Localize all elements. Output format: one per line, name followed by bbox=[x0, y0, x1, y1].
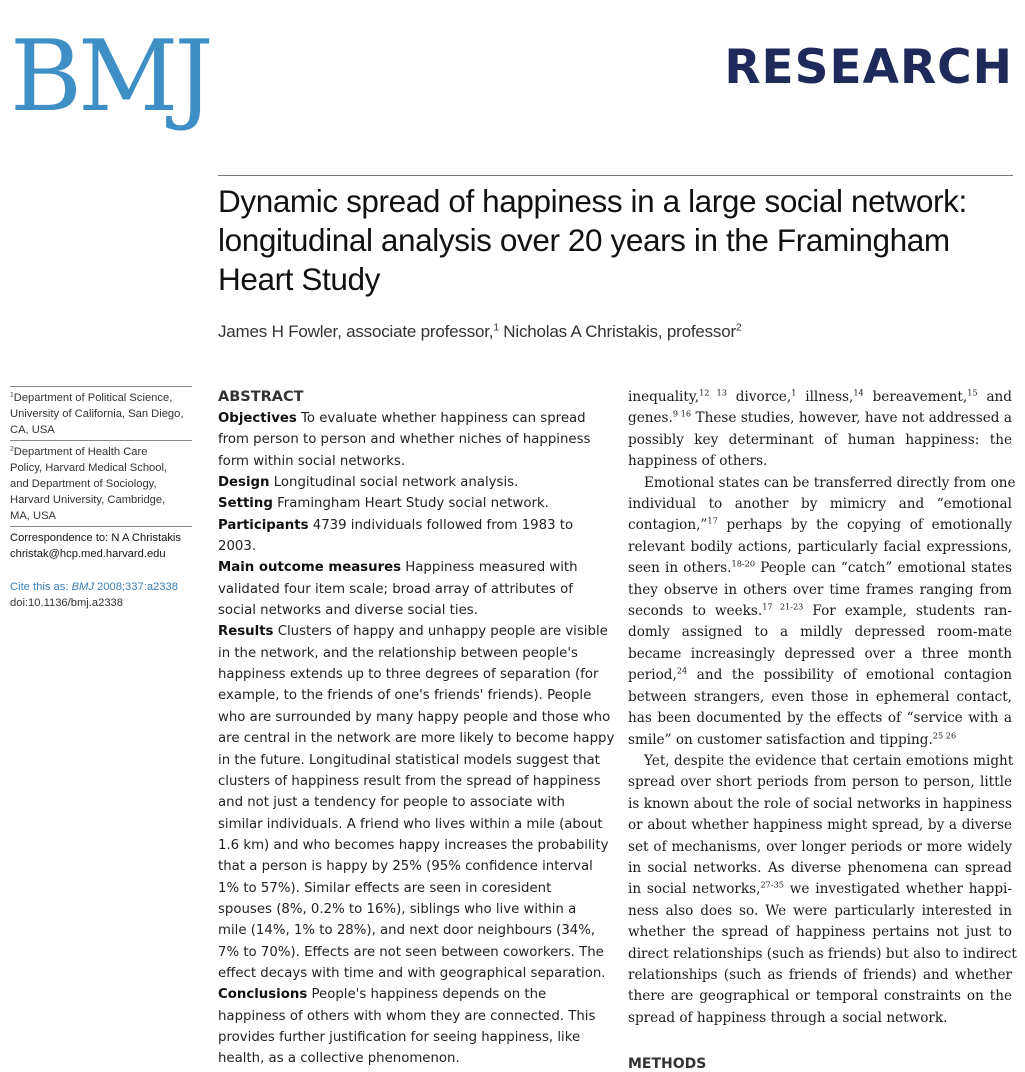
body-text-run: direct relationships (such as friends) but also to indirect bbox=[628, 945, 1017, 962]
sidebar bbox=[10, 386, 192, 611]
author-list bbox=[218, 322, 741, 342]
citation-marker: 12 13 bbox=[699, 387, 727, 398]
citation-marker: 25 26 bbox=[932, 729, 957, 740]
correspondence-name: Correspondence to: N A Christakis bbox=[10, 532, 182, 544]
body-text-run: period, bbox=[628, 667, 677, 684]
body-text-run: People can “catch” emotional states bbox=[755, 560, 1013, 577]
affiliation-marker: 1 bbox=[10, 391, 14, 399]
body-line bbox=[628, 708, 1012, 729]
body-text-run: spread of happiness through a social network. bbox=[628, 1009, 948, 1026]
section-label-participants: Participants bbox=[218, 517, 309, 533]
body-paragraph bbox=[628, 387, 1012, 473]
affiliation-line: CA, USA bbox=[10, 424, 55, 436]
title-line: Dynamic spread of happiness in a large social network: bbox=[218, 183, 967, 219]
abstract-line: mile (14%, 1% to 28%), and next door neighbours (34%, bbox=[218, 923, 596, 939]
body-line bbox=[628, 473, 1016, 494]
abstract-line bbox=[218, 408, 606, 429]
abstract-conclusions bbox=[218, 984, 606, 1069]
body-line bbox=[628, 580, 1012, 601]
section-label: RESEARCH bbox=[724, 40, 1013, 95]
body-text-run: whether the spread of happiness pertains not just to bbox=[628, 924, 1012, 941]
body-line bbox=[628, 837, 1012, 858]
body-line bbox=[628, 922, 1012, 943]
abstract-line: social networks and diverse social ties. bbox=[218, 603, 478, 619]
author-name: Nicholas A Christakis, professor bbox=[498, 322, 736, 341]
abstract-line: effect decays with time and with geographical separation. bbox=[218, 965, 606, 981]
body-text-run: These studies, however, have not addressed a bbox=[691, 410, 1012, 427]
affiliation-line: and Department of Sociology, bbox=[10, 478, 157, 490]
abstract-text: To evaluate whether happiness can spread bbox=[296, 411, 586, 426]
body-line bbox=[628, 986, 1012, 1007]
body-line bbox=[628, 687, 1012, 708]
body-text-run: divorce, bbox=[726, 389, 792, 405]
abstract-heading: ABSTRACT bbox=[218, 389, 304, 405]
body-paragraph bbox=[628, 751, 1017, 1029]
body-line bbox=[628, 794, 1012, 815]
body-text-run: in social networks, bbox=[628, 881, 761, 898]
body-text bbox=[628, 387, 1017, 1029]
body-text-run: between strangers, even those in ephemeral contact, bbox=[628, 688, 1012, 705]
abstract-objectives bbox=[218, 408, 606, 472]
abstract-line bbox=[218, 621, 606, 642]
abstract-line: in the network, and the relationship between people's bbox=[218, 645, 578, 661]
abstract-line: in the future. Longitudinal statistical models suggest that bbox=[218, 752, 600, 768]
abstract-line bbox=[218, 515, 606, 536]
abstract-line: health, as a collective phenomenon. bbox=[218, 1051, 460, 1067]
body-text-run: became increasingly depressed over a three month bbox=[628, 645, 1012, 662]
body-text-run: domly assigned to a mildly depressed room-mate bbox=[628, 624, 1012, 641]
correspondence-email[interactable]: christak@hcp.med.harvard.edu bbox=[10, 548, 166, 560]
abstract-line: from person to person and whether niches of happiness bbox=[218, 432, 591, 448]
abstract-line: and not just a tendency for people to associate with bbox=[218, 795, 565, 811]
body-line bbox=[628, 944, 1017, 965]
body-text-run: inequality, bbox=[628, 389, 700, 405]
abstract bbox=[218, 387, 615, 1070]
body-text-run: smile” on customer satisfaction and tipping. bbox=[628, 731, 933, 748]
abstract-line: form within social networks. bbox=[218, 453, 406, 469]
body-line bbox=[628, 515, 1012, 536]
affiliation-text: Department of Health Care bbox=[13, 446, 148, 458]
body-line bbox=[628, 494, 1012, 515]
citation-marker: 18-20 bbox=[731, 558, 756, 569]
section-label-outcome: Main outcome measures bbox=[218, 560, 402, 576]
abstract-text: Longitudinal social network analysis. bbox=[269, 475, 519, 491]
citation-marker: 14 bbox=[853, 387, 864, 398]
body-text-run: possibly key determinant of human happiness: the bbox=[628, 431, 1012, 448]
journal-logo: BMJ bbox=[10, 20, 210, 134]
body-line bbox=[628, 730, 1012, 751]
affiliation-marker: 2 bbox=[10, 445, 14, 453]
body-paragraph bbox=[628, 473, 1016, 751]
body-text-run: seconds to weeks. bbox=[628, 603, 763, 620]
body-text-run: Yet, despite the evidence that certain emotions might bbox=[644, 752, 1014, 769]
title-line: Heart Study bbox=[218, 261, 380, 297]
abstract-line: that a person is happy by 25% (95% confidence interval bbox=[218, 859, 593, 875]
abstract-design bbox=[218, 472, 606, 493]
body-line bbox=[628, 387, 1012, 408]
abstract-line bbox=[218, 472, 606, 493]
affiliation-marker: 1 bbox=[493, 322, 499, 334]
header-rule bbox=[218, 175, 1013, 176]
abstract-line: spouses (8%, 0.2% to 16%), siblings who live within a bbox=[218, 901, 577, 917]
body-text-run: has been documented by the effects of “service with a bbox=[628, 710, 1012, 727]
correspondence bbox=[10, 526, 192, 562]
citation-marker: 17 bbox=[707, 515, 718, 526]
body-line bbox=[628, 665, 1012, 686]
abstract-line: 1.6 km) and who becomes happy increases the probability bbox=[218, 837, 609, 853]
abstract-line bbox=[218, 984, 606, 1005]
affiliation-line bbox=[10, 444, 192, 460]
abstract-line: provides further justification for seeing happiness, like bbox=[218, 1029, 581, 1045]
title-line: longitudinal analysis over 20 years in the Framingham bbox=[218, 222, 950, 258]
body-line bbox=[628, 1008, 1012, 1029]
cite-prefix: Cite this as: bbox=[10, 581, 72, 593]
affiliation-2 bbox=[10, 440, 192, 526]
abstract-outcome bbox=[218, 557, 606, 621]
article-title bbox=[218, 182, 1008, 299]
body-line bbox=[628, 622, 1012, 643]
body-line bbox=[628, 537, 1012, 558]
body-text-run: in social networks. As diverse phenomena can spread bbox=[628, 859, 1012, 876]
body-text-run: seen in others. bbox=[628, 560, 732, 577]
body-line bbox=[628, 901, 1012, 922]
body-text-run: For example, students ran- bbox=[803, 603, 1012, 620]
body-text-run: bereavement, bbox=[863, 389, 968, 405]
body-text-run: individual to another by mimicry and “emotional bbox=[628, 496, 1012, 513]
section-label-setting: Setting bbox=[218, 496, 273, 512]
body-text-run: perhaps by the copying of emotionally bbox=[717, 517, 1012, 534]
affiliation-1 bbox=[10, 386, 192, 440]
abstract-line bbox=[218, 493, 606, 514]
body-text-run: happiness of others. bbox=[628, 453, 768, 470]
abstract-line: similar individuals. A friend who lives within a mile (about bbox=[218, 816, 603, 832]
body-line bbox=[628, 430, 1012, 451]
abstract-line: 1% to 57%). Similar effects are seen in coresident bbox=[218, 880, 552, 896]
body-text-run: illness, bbox=[796, 389, 854, 405]
abstract-text: Framingham Heart Study social network. bbox=[272, 496, 549, 512]
body-text-run: and the possibility of emotional contagion bbox=[687, 667, 1012, 684]
body-text-run: Emotional states can be transferred directly from one bbox=[644, 474, 1016, 491]
citation-marker: 27-35 bbox=[760, 879, 784, 890]
affiliation-line: Policy, Harvard Medical School, bbox=[10, 462, 168, 474]
author-name: James H Fowler, associate professor, bbox=[218, 322, 494, 341]
affiliation-line: University of California, San Diego, bbox=[10, 408, 184, 420]
body-line bbox=[628, 601, 1012, 622]
body-text-run: spread over short periods from person to person, little bbox=[628, 774, 1012, 791]
body-text-run: ness also does so. We were particularly interested in bbox=[628, 902, 1012, 919]
abstract-participants bbox=[218, 515, 606, 558]
body-text-run: is known about the role of social networks in happiness bbox=[628, 795, 1012, 812]
affiliation-marker: 2 bbox=[735, 322, 742, 334]
abstract-line: validated four item scale; broad array of attributes of bbox=[218, 581, 573, 597]
body-text-run: relevant bodily actions, particularly facial expressions, bbox=[628, 538, 1012, 555]
abstract-text: Happiness measured with bbox=[401, 560, 578, 576]
body-text-run: genes. bbox=[628, 410, 673, 427]
body-text-run: they observe in others over time frames ranging from bbox=[628, 581, 1012, 598]
abstract-line: 2003. bbox=[218, 539, 257, 555]
abstract-line: are central in the network are more likely to become happy bbox=[218, 731, 615, 747]
affiliation-line: MA, USA bbox=[10, 510, 57, 522]
body-line bbox=[628, 965, 1012, 986]
body-line bbox=[628, 644, 1012, 665]
abstract-line: happiness extends up to three degrees of separation (for bbox=[218, 667, 599, 683]
section-label-objectives: Objectives bbox=[218, 411, 297, 426]
citation-marker: 1 bbox=[791, 387, 797, 398]
abstract-line: example, to the friends of one's friends' friends). People bbox=[218, 688, 592, 704]
cite-line bbox=[10, 579, 192, 595]
body-line bbox=[628, 408, 1012, 429]
abstract-line: 7% to 70%). Effects are not seen between coworkers. The bbox=[218, 944, 604, 960]
body-text-run: there are geographical or temporal constraints on the bbox=[628, 988, 1012, 1005]
body-text-run: we investigated whether happi- bbox=[783, 881, 1012, 898]
abstract-results bbox=[218, 621, 615, 984]
section-label-design: Design bbox=[218, 475, 270, 491]
body-text-run: or about whether happiness might spread, by a diverse bbox=[628, 817, 1012, 834]
abstract-line bbox=[218, 557, 606, 578]
citation bbox=[10, 579, 192, 611]
abstract-line: who are surrounded by many happy people and those who bbox=[218, 709, 611, 725]
abstract-text: 4739 individuals followed from 1983 to bbox=[308, 517, 574, 533]
abstract-text: People's happiness depends on the bbox=[307, 987, 547, 1003]
citation-marker: 24 bbox=[676, 665, 688, 676]
body-line bbox=[628, 772, 1012, 793]
methods-heading: METHODS bbox=[628, 1056, 707, 1072]
body-text-run: relationships (such as friends of friends) and whether bbox=[628, 966, 1012, 983]
body-line bbox=[628, 879, 1012, 900]
body-line bbox=[628, 815, 1012, 836]
body-text-run: and bbox=[977, 389, 1013, 405]
body-line bbox=[628, 751, 1012, 772]
citation-marker: 9 16 bbox=[672, 408, 692, 419]
citation-marker: 15 bbox=[967, 387, 978, 398]
citation-marker: 17 21-23 bbox=[762, 601, 804, 612]
abstract-text: Clusters of happy and unhappy people are visible bbox=[273, 624, 608, 640]
body-line bbox=[628, 558, 1012, 579]
section-label-conclusions: Conclusions bbox=[218, 987, 308, 1003]
cite-journal: BMJ bbox=[71, 581, 94, 593]
cite-ref: 2008;337:a2338 bbox=[93, 581, 178, 593]
affiliation-text: Department of Political Science, bbox=[13, 392, 173, 404]
abstract-line: clusters of happiness result from the spread of happiness bbox=[218, 773, 601, 789]
abstract-setting bbox=[218, 493, 606, 514]
body-text-run: contagion,” bbox=[628, 517, 708, 534]
body-text-run: set of mechanisms, over longer periods or more widely bbox=[628, 838, 1012, 855]
body-line bbox=[628, 451, 1012, 472]
body-line bbox=[628, 858, 1012, 879]
abstract-line: happiness of others with whom they are connected. This bbox=[218, 1008, 596, 1024]
section-label-results: Results bbox=[218, 624, 274, 640]
affiliation-line bbox=[10, 390, 192, 406]
affiliation-line: Harvard University, Cambridge, bbox=[10, 494, 166, 506]
doi[interactable]: doi:10.1136/bmj.a2338 bbox=[10, 597, 123, 609]
